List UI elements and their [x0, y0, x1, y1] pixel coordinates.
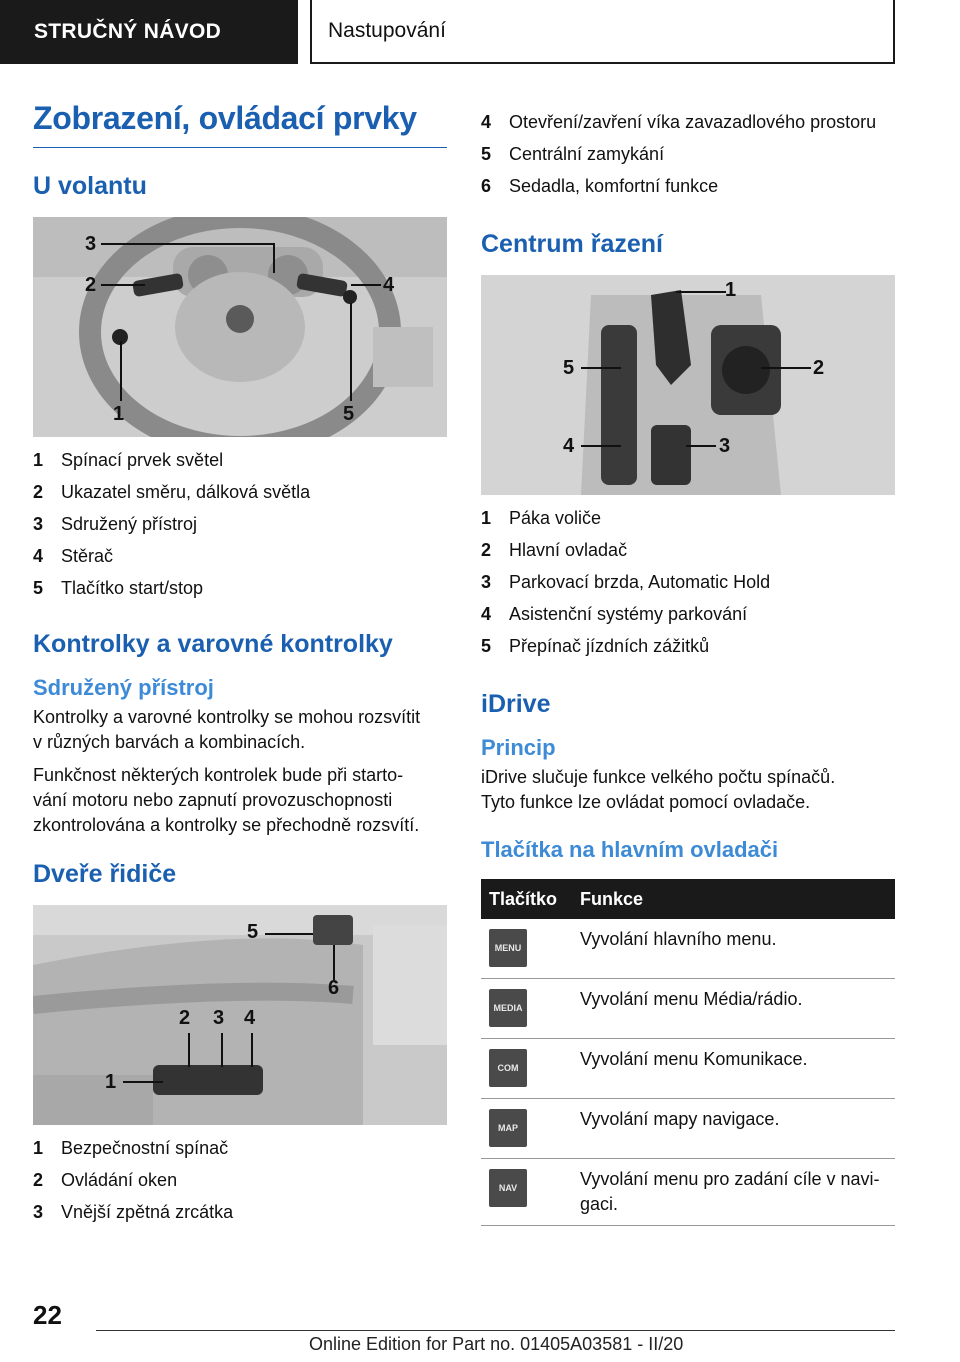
nav-key-icon: NAV: [489, 1169, 527, 1207]
subheading-instrument-cluster: Sdružený přístroj: [33, 675, 214, 700]
callout-line-6: [333, 945, 335, 980]
callout-1: 1: [725, 279, 737, 301]
callout-line-3: [221, 1033, 223, 1067]
callout-line-4: [251, 1033, 253, 1067]
footer-divider: [96, 1330, 895, 1331]
callout-6: 6: [328, 977, 340, 999]
callout-1: 1: [105, 1071, 117, 1093]
paragraph-lights-2: Funkčnost některých kontrolek bude při starto- vání motoru nebo zapnutí provozuschopnosti zkontrolována a kontrolky se přechodně rozsvítí.: [33, 765, 420, 835]
page-title: Zobrazení, ovládací prvky: [33, 100, 447, 148]
list-item: 4 Otevření/zavření víka zavazadlového prostoru: [481, 112, 877, 132]
heading-idrive: iDrive: [481, 690, 551, 718]
table-row: MAP Vyvolání mapy navigace.: [481, 1099, 895, 1159]
callout-line-2: [101, 284, 145, 286]
list-item: 3 Parkovací brzda, Automatic Hold: [481, 572, 771, 592]
driver-door-illustration: [33, 905, 447, 1125]
callout-1: 1: [113, 403, 125, 425]
table-row: NAV Vyvolání menu pro zadání cíle v navi- gaci.: [481, 1159, 895, 1226]
heading-driver-door: Dveře řidiče: [33, 860, 177, 888]
callout-2: 2: [85, 274, 97, 296]
paragraph-idrive: iDrive slučuje funkce velkého počtu spínačů. Tyto funkce lze ovládat pomocí ovladače.: [481, 767, 836, 812]
list-item: 2 Ukazatel směru, dálková světla: [33, 482, 311, 502]
table-header-row: [481, 879, 895, 919]
list-item: 1 Páka voliče: [481, 508, 602, 528]
callout-line-3: [101, 243, 273, 245]
page-number: 22: [33, 1300, 62, 1330]
callout-line-1: [676, 291, 726, 293]
section-tab: [0, 0, 298, 64]
callout-line-4: [581, 445, 621, 447]
list-item: 5 Tlačítko start/stop: [33, 578, 204, 598]
door-legend-continued: [481, 112, 895, 208]
list-item: 5 Centrální zamykání: [481, 144, 665, 164]
list-item: 2 Ovládání oken: [33, 1170, 178, 1190]
list-item: 5 Přepínač jízdních zážitků: [481, 636, 710, 656]
column-header-function: Funkce: [572, 879, 895, 919]
callout-line-3b: [273, 243, 275, 273]
callout-5: 5: [563, 357, 575, 379]
center-console-illustration: [481, 275, 895, 495]
paragraph-lights-1: Kontrolky a varovné kontrolky se mohou rozsvítit v různých barvách a kombinacích.: [33, 707, 421, 752]
list-item: 4 Asistenční systémy parkování: [481, 604, 748, 624]
callout-line-5: [581, 367, 621, 369]
door-legend: [33, 1138, 447, 1234]
callout-line-2: [188, 1033, 190, 1067]
menu-key-icon: MENU: [489, 929, 527, 967]
list-item: 3 Vnější zpětná zrcátka: [33, 1202, 234, 1222]
callout-line-1: [123, 1081, 163, 1083]
steering-wheel-figure: [33, 217, 447, 437]
callout-2: 2: [179, 1007, 191, 1029]
chapter-tab: [310, 0, 895, 64]
column-header-button: Tlačítko: [481, 879, 572, 919]
table-row: COM Vyvolání menu Komunikace.: [481, 1039, 895, 1099]
callout-line-1: [120, 341, 122, 401]
callout-line-2: [761, 367, 811, 369]
list-item: 3 Sdružený přístroj: [33, 514, 198, 534]
center-console-figure: [481, 275, 895, 495]
list-item: 1 Spínací prvek světel: [33, 450, 224, 470]
callout-4: 4: [244, 1007, 256, 1029]
callout-4: 4: [563, 435, 575, 457]
section-label: STRUČNÝ NÁVOD: [34, 20, 222, 43]
table-row: MENU Vyvolání hlavního menu.: [481, 919, 895, 979]
list-item: 2 Hlavní ovladač: [481, 540, 628, 560]
left-column: [33, 100, 447, 1234]
com-key-icon: COM: [489, 1049, 527, 1087]
table-row: MEDIA Vyvolání menu Média/rádio.: [481, 979, 895, 1039]
callout-line-5: [265, 933, 313, 935]
callout-3: 3: [213, 1007, 225, 1029]
heading-steering: U volantu: [33, 172, 147, 200]
steering-legend: [33, 450, 447, 610]
subheading-principle: Princip: [481, 735, 556, 760]
right-column: [481, 112, 895, 1226]
heading-gear-center: Centrum řazení: [481, 230, 663, 258]
callout-2: 2: [813, 357, 825, 379]
console-legend: [481, 508, 895, 668]
callout-line-3: [686, 445, 716, 447]
chapter-label: Nastupování: [328, 19, 446, 42]
callout-line-4: [351, 284, 381, 286]
footer-edition: Online Edition for Part no. 01405A03581 - II/20: [309, 1334, 684, 1354]
controller-buttons-table: [481, 879, 895, 1226]
callout-3: 3: [719, 435, 731, 457]
callout-line-5: [350, 303, 352, 401]
heading-indicator-lights: Kontrolky a varovné kontrolky: [33, 630, 393, 658]
list-item: 4 Stěrač: [33, 546, 114, 566]
callout-5: 5: [343, 403, 355, 425]
subheading-controller-buttons: Tlačítka na hlavním ovladači: [481, 837, 779, 862]
list-item: 6 Sedadla, komfortní funkce: [481, 176, 719, 196]
callout-5: 5: [247, 921, 259, 943]
callout-3: 3: [85, 233, 97, 255]
map-key-icon: MAP: [489, 1109, 527, 1147]
callout-4: 4: [383, 274, 395, 296]
list-item: 1 Bezpečnostní spínač: [33, 1138, 229, 1158]
media-key-icon: MEDIA: [489, 989, 527, 1027]
driver-door-figure: [33, 905, 447, 1125]
